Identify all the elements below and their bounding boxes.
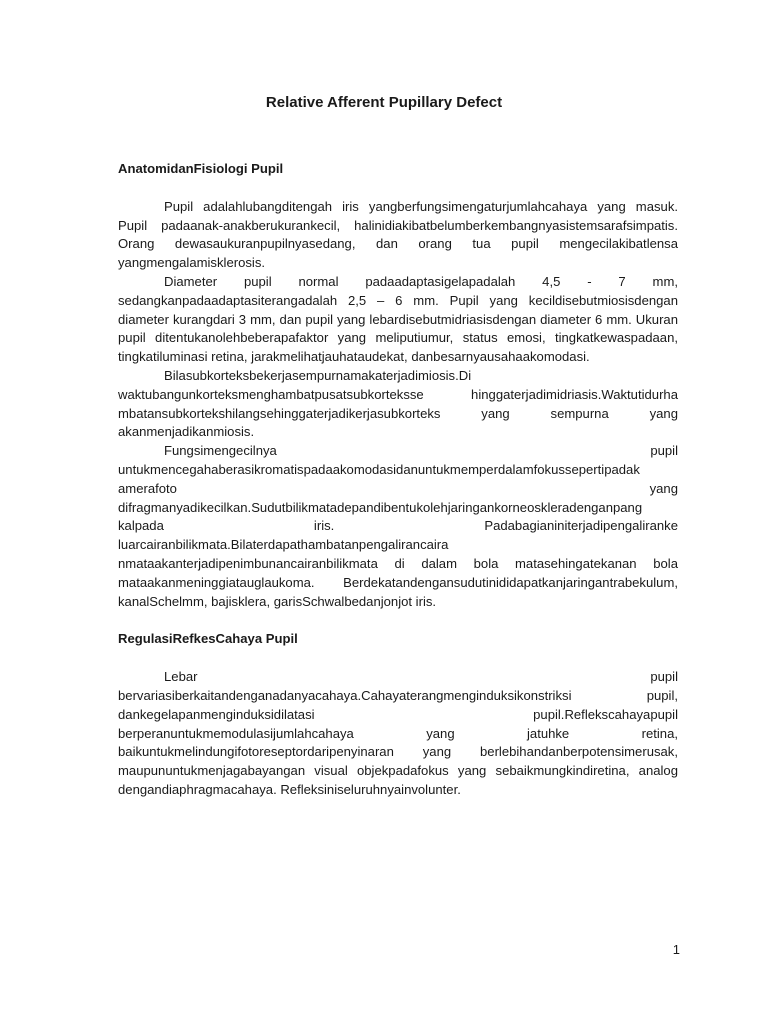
- document-body: [118, 160, 678, 800]
- paragraph: Fungsimengecilnya pupil untukmencegahaberasikromatispadaakomodasidanuntukmemperdalamfokussepertipadak amerafoto yang difragmanyadikecilkan.Sudutbilikmatadepandibentukolehjaringankorneoskleradenganpang kalpada iris. Padabagianiniterjadipengaliranke luarcairanbilikmata.Bilaterdapathambatanpengalirancaira nmataakanterjadipenimbunancairanbilikmata di dalam bola matasehingatekanan bola mataakanmeninggiatauglaukoma. Berdekatandengansudutinididapatkanjaringantrabekulum, kanalSchelmm, bajisklera, garisSchwalbedanjonjot iris.: [118, 443, 678, 609]
- section-heading-anatomi: AnatomidanFisiologi Pupil: [118, 161, 284, 176]
- paragraph: Lebar pupil bervariasiberkaitandenganadanyacahaya.Cahayaterangmenginduksikonstriksi pupil, dankegelapanmenginduksidilatasi pupil.Reflekscahayapupil berperanuntukmemodulasijumlahcahaya yang jatuhke retina, baikuntukmelindungifotoreseptordaripenyinaran yang berlebihandanberpotensimerusak, maupununtukmenjagabayangan visual objekpadafokus yang sebaikmungkindiretina, analog dengandiaphragmacahaya. Refleksiniseluruhnyainvolunter.: [118, 669, 678, 797]
- spacer: [118, 611, 678, 630]
- paragraph: Bilasubkorteksbekerjasempurnamakaterjadimiosis.Di waktubangunkorteksmenghambatpusatsubkorteksse hinggaterjadimidriasis.Waktutidurha mbatansubkortekshilangsehinggaterjadikerjasubkorteks yang sempurna yang akanmenjadikanmiosis.: [118, 367, 678, 440]
- document-title: Relative Afferent Pupillary Defect: [265, 94, 503, 111]
- paragraph: Diameter pupil normal padaadaptasigelapadalah 4,5 - 7 mm, sedangkanpadaadaptasiterangadalah 2,5 – 6 mm. Pupil yang kecildisebutmiosisdengan diameter kurangdari 3 mm, dan pupil yang lebardisebutmidriasisdengan diameter 6 mm. Ukuran pupil ditentukanolehbeberapafaktor yang meliputiumur, status emosi, tingkatkewaspadaan, tingkatiluminasi retina, jarakmelihatjauhataudekat, danbesarnyausahaakomodasi.: [118, 273, 678, 365]
- paragraph: Pupil adalahlubangditengah iris yangberfungsimengaturjumlahcahaya yang masuk. Pupil padaanak-anakberukurankecil, halinidiakibatbelumberkembangnyasistemsarafsimpatis. Orang dewasaukuranpupilnyasedang, dan orang tua pupil mengecilakibatlensa yangmengalamisklerosis.: [118, 198, 678, 271]
- section-heading-regulasi: RegulasiRefkesCahaya Pupil: [118, 631, 298, 647]
- page-number: 1: [672, 942, 680, 957]
